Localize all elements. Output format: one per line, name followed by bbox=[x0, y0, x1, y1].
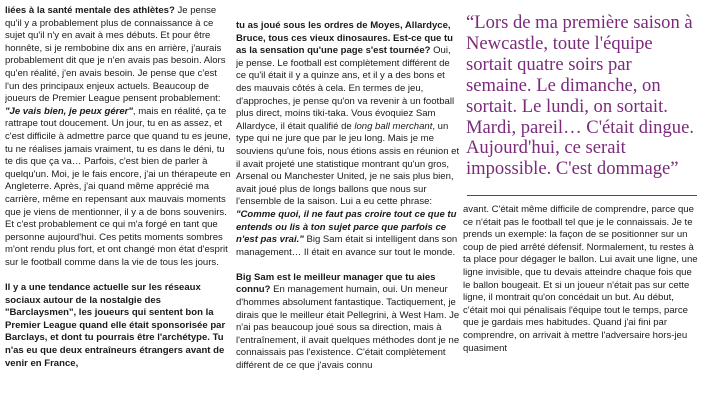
paragraph bbox=[236, 272, 460, 373]
answer-text: Oui, je pense. Le football est complètement différent de ce qu'il était il y a quinze ans, et il y a des bons et des mauvais côtés à cela. En termes de jeu, d'approches, je pense qu'on va revenir à un football plus direct, moins tiki-taka. Vous évoquiez Sam Allardyce, il était qualifié de bbox=[236, 45, 455, 132]
emphasis-term: long ball merchant bbox=[354, 120, 433, 132]
pull-quote-divider bbox=[467, 195, 697, 196]
answer-text: , mais en réalité, ça te rattrape tout doucement. Un jour, tu en as assez, et c'est difficile à admettre parce que quand tu es jeune, tu ne réalises jamais vraiment, tu es dans le déni, tu te dis que ça va… Parfois, c'est bien de parler à quelqu'un. Moi, je le fais encore, j'ai un thérapeute en Angleterre. Après, j'ai quand même apprécié ma carrière, même en repensant aux mauvais moments que je viens de mentionner, il y a de bons souvenirs. Et c'est probablement ce qui m'a forgé en tant que personne aujourd'hui. Ces petits moments sombres m'ont rendu plus fort, et ont changé mon état d'esprit sur le football comme dans la vie de tous les jours. bbox=[5, 105, 231, 268]
article-column-1 bbox=[5, 5, 231, 417]
paragraph: avant. C'était même difficile de comprendre, parce que ce n'était pas le football tel que je le connaissais. Je te prends un exemple: la façon de se positionner sur un coup de pied arrêté défensif. Normalement, tu restes à ta place pour dégager le ballon. Lui avait une ligne, une ligne invisible, que tu devais atteindre chaque fois que le ballon bougeait. Et si un joueur n'était pas sur cette ligne, il montrait qu'on concédait un but. Au début, c'était moi qui pénalisais l'équipe tout le temps, parce que je gardais mes habitudes. Quand j'ai fini par comprendre, on arrivait à mettre l'adversaire hors-jeu quasiment bbox=[463, 204, 698, 354]
answer-text: , un type qui ne jure que par le jeu long. Mais je me souviens qu'une fois, nous étions assis en réunion et il avait projeté une statistique montrant qu'un gros, Arsenal ou Manchester United, je ne sais plus bien, avait joué plus de longs ballons que nous sur l'ensemble de la saison. Lui a eu cette phrase: bbox=[236, 120, 460, 208]
paragraph bbox=[236, 20, 460, 259]
article-column-2 bbox=[236, 20, 460, 417]
question-paragraph: Il y a une tendance actuelle sur les réseaux sociaux autour de la nostalgie des "Barclaysmen", les joueurs qui sentent bon la Premier League quand elle était sponsorisée par Barclays, et dont tu pourrais être l'archétype. Tu n'as eu que deux entraîneurs étrangers avant de venir en France, bbox=[5, 282, 226, 369]
emphasis-quote: "Comme quoi, il ne faut pas croire tout ce que tu entends ou lis à ton sujet parce que parfois ce n'est pas vrai." bbox=[236, 208, 457, 246]
question-text: liées à la santé mentale des athlètes? bbox=[5, 5, 175, 16]
paragraph bbox=[5, 5, 231, 269]
pull-quote: “Lors de ma première saison à Newcastle, toute l'équipe sortait quatre soirs par semaine. Le dimanche, on sortait. Le lundi, on sortait. Mardi, pareil… C'était dingue. Aujourd'hui, ce serait impossible. C'est dommage” bbox=[466, 12, 694, 180]
answer-text: Big Sam était si intelligent dans son management… Il était en avance sur tout le monde. bbox=[236, 234, 458, 258]
question-text: Big Sam est le meilleur manager que tu aies connu? bbox=[236, 271, 436, 296]
answer-text: En management humain, oui. Un meneur d'hommes absolument fantastique. Tactiquement, je dirais que le meilleur était Pellegrini, à West Ham. Je n'ai pas beaucoup joué sous sa direction, mais à l'entraînement, il avait quelques méthodes dont je ne connaissais pas l'existence. C'était complètement différent de ce que j'avais connu bbox=[236, 284, 460, 372]
question-text: tu as joué sous les ordres de Moyes, Allardyce, Bruce, tous ces vieux dinosaures. Est-ce que tu as la sensation qu'une page s'est tournée? bbox=[236, 20, 453, 57]
emphasis-quote: "Je vais bien, je peux gérer" bbox=[5, 105, 133, 117]
article-column-3 bbox=[463, 204, 699, 417]
answer-text: Je pense qu'il y a probablement plus de connaissance à ce sujet qu'il n'y en avait à mes débuts. Et pour être honnête, si je rembobine dix ans en arrière, j'aurais probablement dit que je n'en avais pas besoin. Alors qu'en réalité, j'en avais besoin. Je pense que c'est l'un des principaux enjeux actuels. Beaucoup de joueurs de Premier League pensent probablement: bbox=[5, 5, 226, 105]
